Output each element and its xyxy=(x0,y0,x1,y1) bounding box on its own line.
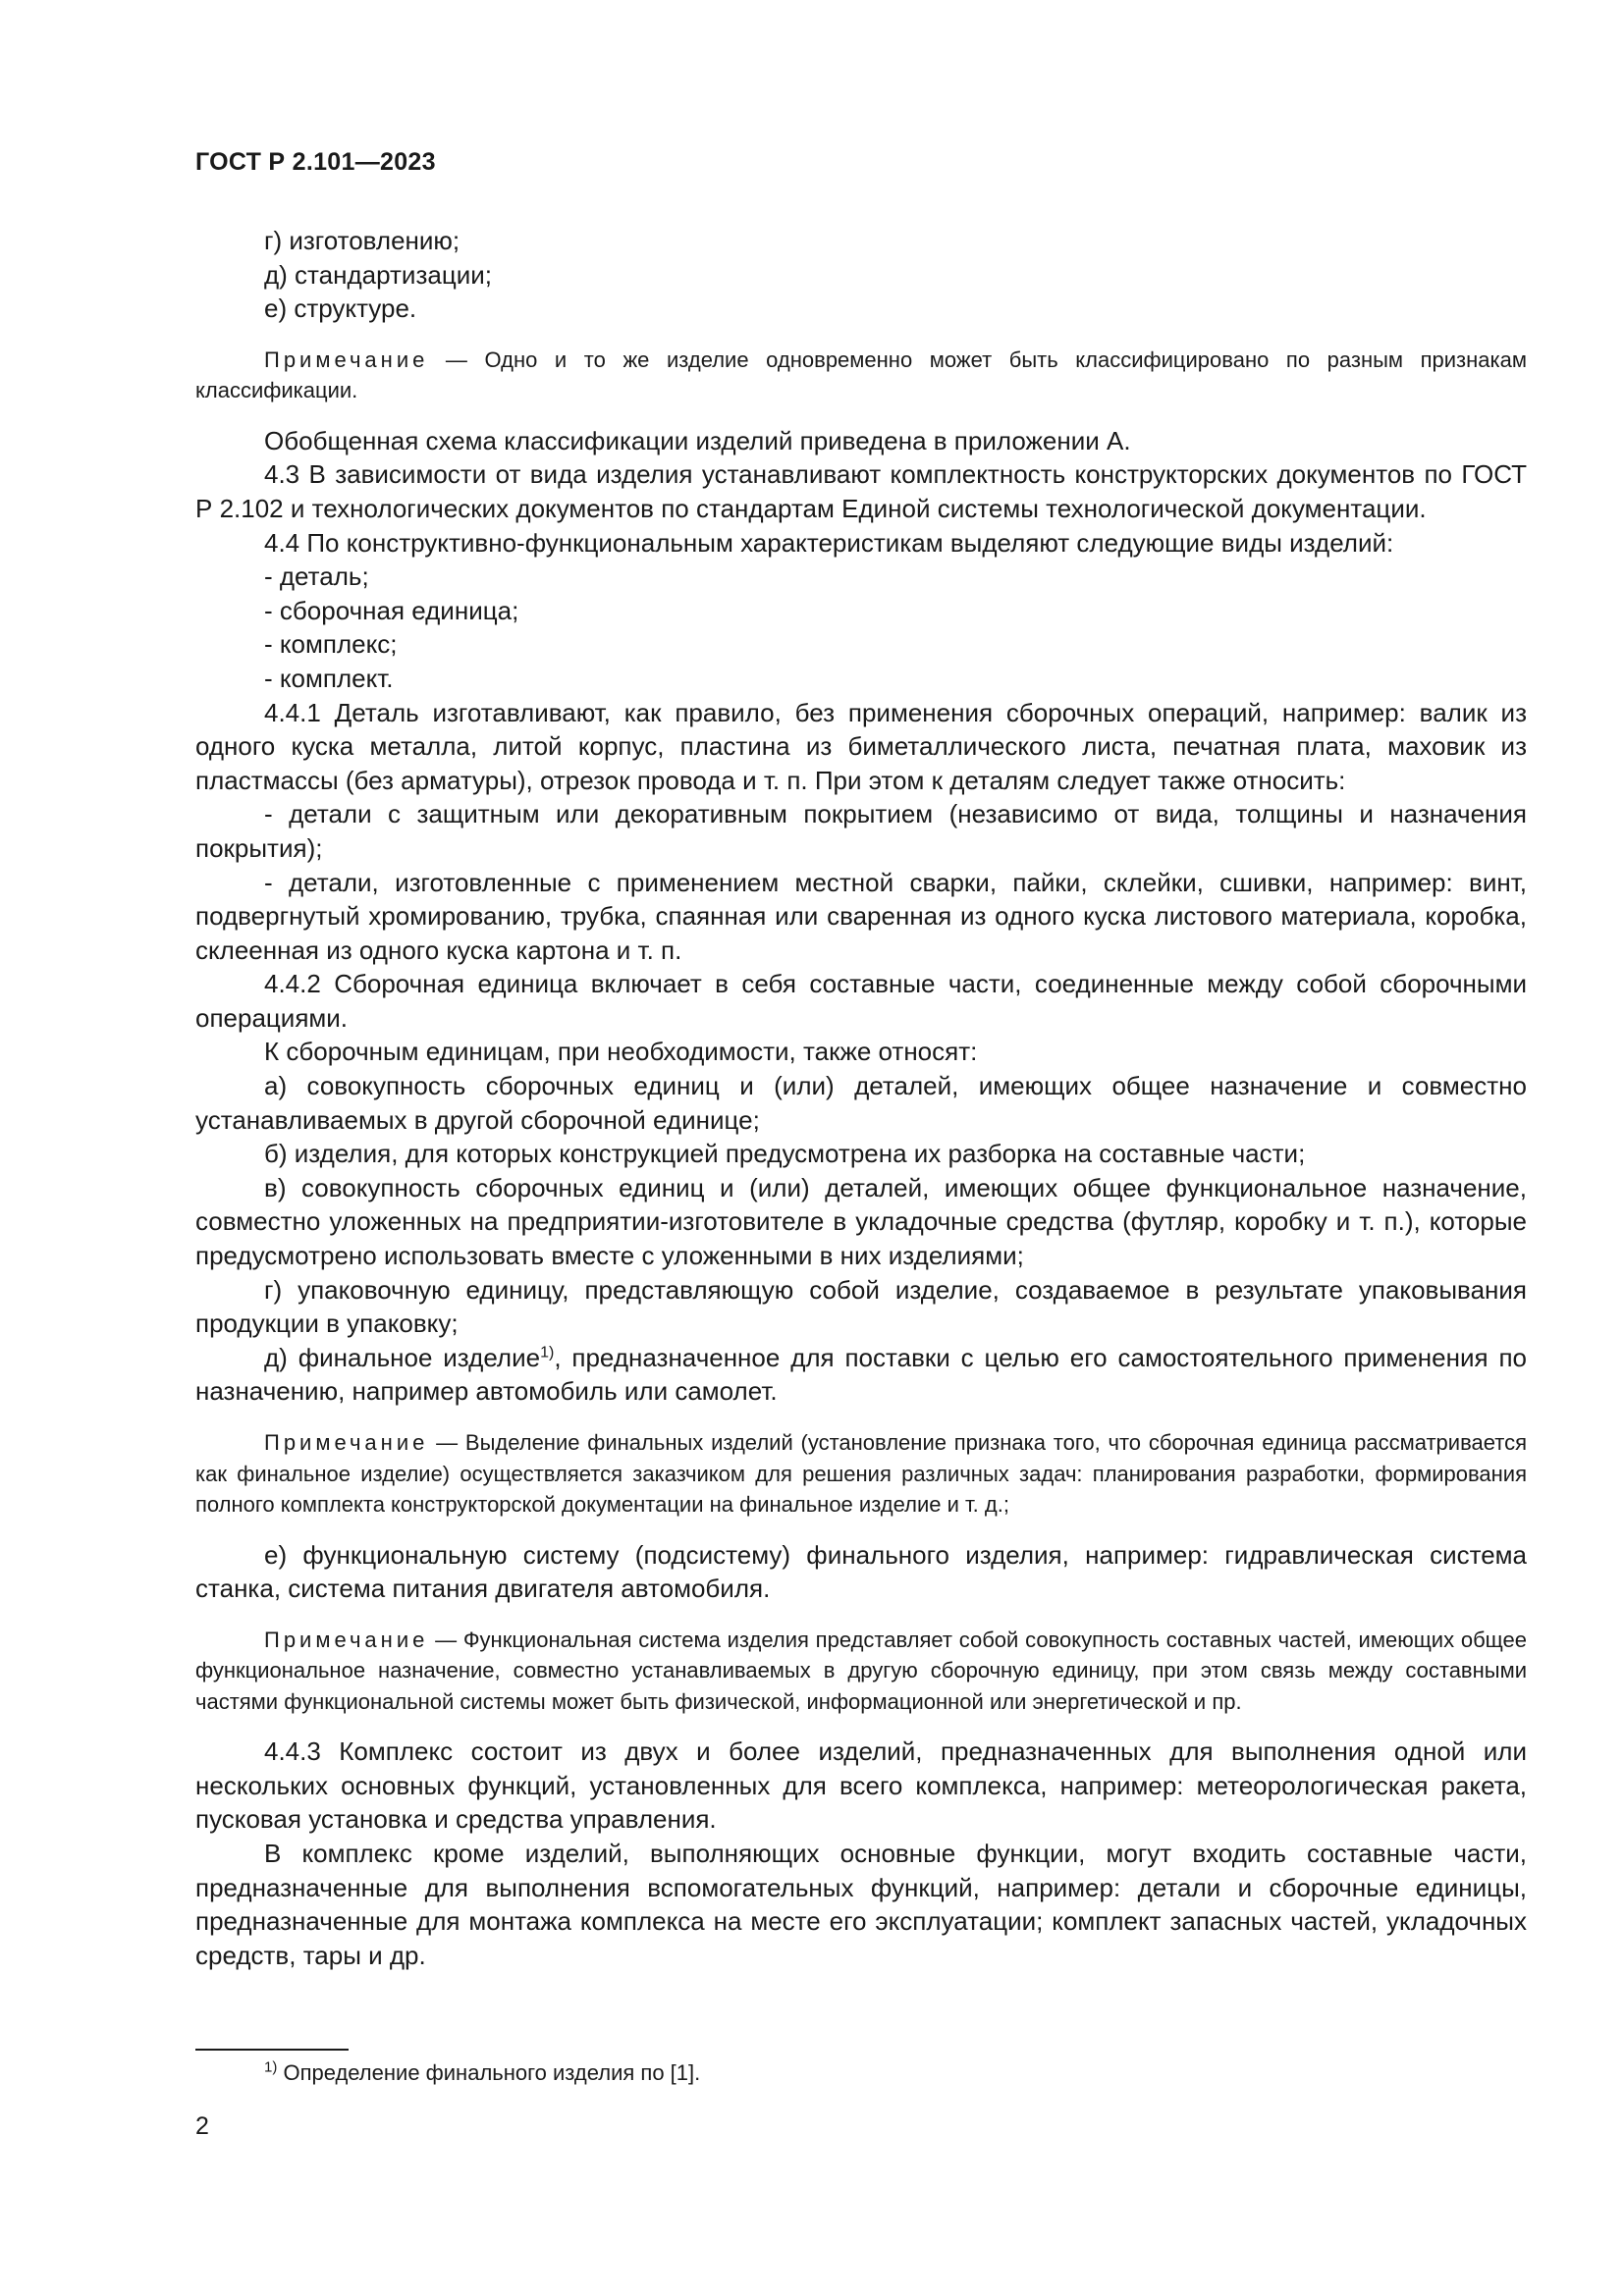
note-functional-system xyxy=(195,1625,1527,1718)
note-label: Примечание xyxy=(264,1627,429,1652)
note-label: Примечание xyxy=(264,347,429,372)
list-item-g: г) изготовлению; xyxy=(264,226,460,255)
paragraph-4-4-1-coated: - детали с защитным или декоративным покрытием (независимо от вида, толщины и назначения покрытия); xyxy=(195,799,1527,863)
page-number: 2 xyxy=(195,2112,209,2140)
list-item-e: е) структуре. xyxy=(264,294,417,324)
list-item-b: б) изделия, для которых конструкцией предусмотрена их разборка на составные части; xyxy=(264,1139,1306,1169)
list-item-a: а) совокупность сборочных единиц и (или) деталей, имеющих общее назначение и совместно устанавливаемых в другой сборочной единице; xyxy=(195,1071,1527,1135)
footnote xyxy=(264,2058,700,2088)
paragraph-4-4-2-also: К сборочным единицам, при необходимости, также относят: xyxy=(264,1037,978,1067)
product-kind-item: - сборочная единица; xyxy=(264,595,519,625)
standard-code-header: ГОСТ Р 2.101—2023 xyxy=(195,148,436,176)
list-item-v: в) совокупность сборочных единиц и (или) деталей, имеющих общее функциональное назначение, совместно уложенных на предприятии-изготовителе в укладочные средства (футляр, коробку и т. п.), которые предусмотрено использовать вместе с уложенными в них изделиями; xyxy=(195,1172,1527,1271)
footnote-reference: 1) xyxy=(540,1344,555,1362)
paragraph-4-4: 4.4 По конструктивно-функциональным характеристикам выделяют следующие виды изделий: xyxy=(264,527,1394,558)
note-text: — Одно и то же изделие одновременно может быть классифицировано по разным признакам классификации. xyxy=(195,347,1527,403)
product-kind-item: - деталь; xyxy=(264,561,369,592)
paragraph-4-4-3-more: В комплекс кроме изделий, выполняющих основные функции, могут входить составные части, предназначенные для выполнения вспомогательных функций, например: детали и сборочные единицы, предназначенные для монтажа комплекса на месте его эксплуатации; комплект запасных частей, укладочных средств, тары и др. xyxy=(195,1838,1527,1970)
paragraph-scheme: Обобщенная схема классификации изделий приведена в приложении А. xyxy=(264,425,1131,455)
footnote-text: Определение финального изделия по [1]. xyxy=(277,2060,701,2085)
list-item-e2: е) функциональную систему (подсистему) финального изделия, например: гидравлическая система станка, система питания двигателя автомобиля. xyxy=(195,1539,1527,1604)
item-d-text: д) финальное изделие xyxy=(264,1342,541,1372)
paragraph-4-3: 4.3 В зависимости от вида изделия устанавливают комплектность конструкторских документов по ГОСТ Р 2.102 и технологических документов по стандартам Единой системы технологической документации. xyxy=(195,459,1527,523)
list-item-d2 xyxy=(195,1341,1527,1409)
paragraph-4-4-1: 4.4.1 Деталь изготавливают, как правило, без применения сборочных операций, например: валик из одного куска металла, литой корпус, пластина из биметаллического листа, печатная плата, маховик из пластмассы (без арматуры), отрезок провода и т. п. При этом к деталям следует также относить: xyxy=(195,697,1527,795)
paragraph-4-4-2: 4.4.2 Сборочная единица включает в себя составные части, соединенные между собой сборочными операциями. xyxy=(195,969,1527,1033)
item-d-text-rest: , предназначенное для поставки с целью его самостоятельного применения по назначению, например автомобиль или самолет. xyxy=(195,1342,1527,1407)
list-item-d: д) стандартизации; xyxy=(264,259,492,290)
product-kind-item: - комплект. xyxy=(264,663,394,693)
product-kind-item: - комплекс; xyxy=(264,629,398,660)
paragraph-4-4-1-welded: - детали, изготовленные с применением местной сварки, пайки, склейки, сшивки, например: винт, подвергнутый хромированию, трубка, спаянная или сваренная из одного куска листового материала, коробка, склеенная из одного куска картона и т. п. xyxy=(195,867,1527,965)
footnote-separator xyxy=(195,2049,349,2051)
note-text: — Выделение финальных изделий (установление признака того, что сборочная единица рассматривается как финальное изделие) осуществляется заказчиком для решения различных задач: планирования разработки, формирования полного комплекта конструкторской документации на финальное изделие и т. д.; xyxy=(195,1430,1527,1517)
paragraph-4-4-3: 4.4.3 Комплекс состоит из двух и более изделий, предназначенных для выполнения одной или нескольких основных функций, установленных для всего комплекса, например: метеорологическая ракета, пусковая установка и средства управления. xyxy=(195,1736,1527,1835)
page-body xyxy=(195,224,1527,1972)
note-classification xyxy=(195,345,1527,406)
note-label: Примечание xyxy=(264,1430,429,1455)
note-text: — Функциональная система изделия представляет собой совокупность составных частей, имеющих общее функциональное назначение, совместно устанавливаемых в другую сборочную единицу, при этом связь между составными частями функциональной системы может быть физической, информационной или энергетической и пр. xyxy=(195,1627,1527,1714)
footnote-marker: 1) xyxy=(264,2058,278,2076)
list-item-g2: г) упаковочную единицу, представляющую собой изделие, создаваемое в результате упаковывания продукции в упаковку; xyxy=(195,1274,1527,1339)
note-final-product xyxy=(195,1427,1527,1521)
